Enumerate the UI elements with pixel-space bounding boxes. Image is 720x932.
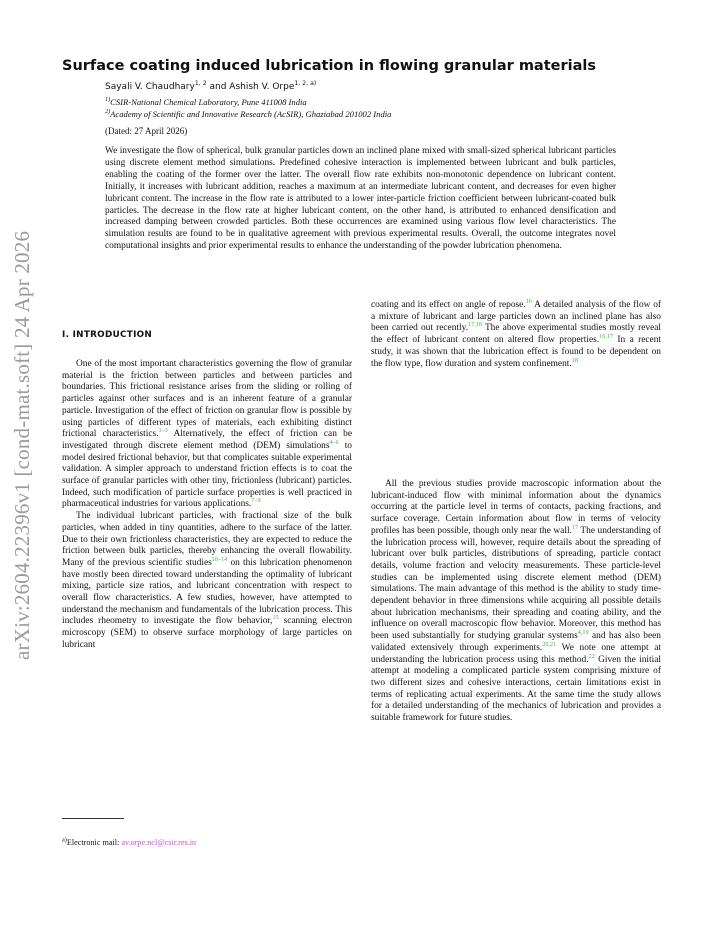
citation[interactable]: 16 — [525, 297, 532, 305]
citation[interactable]: 4,19 — [577, 629, 589, 637]
citation[interactable]: 22 — [588, 652, 595, 660]
dated-line: (Dated: 27 April 2026) — [105, 126, 188, 136]
intro-paragraph-3 — [371, 297, 661, 370]
citation[interactable]: 20,21 — [542, 640, 557, 648]
intro-paragraph-2 — [62, 511, 352, 651]
citation[interactable]: 10–14 — [211, 555, 228, 563]
text-run: The understanding of the lubrication process will, however, require details about the spreading of lubricant over bulk particles, distributions of spreading, particle contact details, volume fraction and velocity measurements. These particle-level studies can be implemented using discrete element method (DEM) simulations. The main advantage of this method is the ability to study time-dependent behavior in three dimensions while acquiring all possible details about lubrication mechanisms, their spreading and coating ability, and the influence on overall macroscopic flow behavior. Moreover, this method has been used substantially for studying granular systems — [371, 525, 661, 642]
author-1: Sayali V. Chaudhary — [105, 82, 195, 92]
text-run: One of the most important characteristics governing the flow of granular material is the friction between particles and between particles and boundaries. This frictional resistance arises from the sliding or rolling of particles against other surfaces and is an inherent feature of a granular particle. Investigation of the effect of friction on granular flow is possible by using particles of different types of materials, each exhibiting distinct frictional characteristics. — [62, 359, 352, 440]
citation[interactable]: 4–6 — [329, 438, 339, 446]
author-1-affiliation-mark: 1, 2 — [194, 80, 207, 87]
affiliation-2-text: Academy of Scientific and Innovative Research (AcSIR), Ghaziabad 201002 India — [110, 109, 392, 119]
text-run: The individual lubricant particles, with fractional size of the bulk particles, when added in tiny quantities, adhere to the surface of the latter. Due to their own frictionless characteristics, they are expected to reduce the friction between bulk particles, thereby enhancing the overall flowability. Many of the previous scientific studies — [62, 511, 352, 568]
email-link[interactable]: av.orpe.ncl@csir.res.in — [121, 838, 197, 847]
text-run: A detailed analysis of the flow of a mixture of lubricant and large particles down an inclined plane has also been carried out recently. — [371, 300, 661, 334]
affiliation-2-mark: 2) — [105, 108, 111, 116]
citation[interactable]: 15 — [272, 614, 279, 622]
abstract: We investigate the flow of spherical, bulk granular particles down an inclined plane mixed with small-sized spherical lubricant particles using discrete element method simulations. Predefined cohesive interaction is implemented between lubricant and bulk particles, enabling the coating of the former over the latter. The overall flow rate exhibits non-monotonic dependence on lubricant content. Initially, it increases with lubricant addition, reaches a maximum at an intermediate lubricant content, and decreases for even higher lubricant content. The increase in the flow rate is attributed to a lower inter-particle friction coefficient between lubricant-coated bulk particles. The decrease in the flow rate at higher lubricant content, on the other hand, is attributed to enhanced densification and increased damping between crowded particles. Both these occurrences are examined using various flow level characteristics. The simulation results are found to be in qualitative agreement with previous experimental results. Overall, the outcome integrates novel computational insights and prior experimental results to enhance the understanding of the powder lubrication phenomena. — [105, 146, 616, 252]
citation[interactable]: 16,17 — [599, 332, 614, 340]
affiliation-1-text: CSIR-National Chemical Laboratory, Pune 411008 India — [110, 97, 307, 107]
intro-paragraph-1 — [62, 359, 352, 511]
section-heading-introduction: I. INTRODUCTION — [62, 330, 153, 340]
affiliation-1-mark: 1) — [105, 96, 111, 104]
footnote-mark: a) — [62, 836, 67, 844]
text-run: on this lubrication phenomenon have mostly been directed toward understanding the optimality of lubricant mixing, particle size ratios, and lubricant concentration with respect to overall flow characteristics. A few studies, however, have attempted to understand the mechanism and fundamentals of the lubrication process. This includes rheometry to investigate the flow behavior, — [62, 557, 352, 627]
text-run: to model desired frictional behavior, but that complicates suitable experimental validation. A simpler approach to understand friction effects is to coat the surface of granular particles with other tiny, frictionless (lubricant) particles. Indeed, such modification of particle surface properties is well practiced in pharmaceutical industries for various applications. — [62, 440, 352, 510]
text-run: Alternatively, the effect of friction can be investigated through discrete element method (DEM) simulations — [62, 429, 352, 451]
affiliation-1 — [105, 97, 307, 107]
text-run: and has also been validated extensively through experiments. — [371, 631, 661, 653]
citation[interactable]: 18 — [571, 356, 578, 364]
citation[interactable]: 17,18 — [468, 321, 482, 329]
footnote-divider — [62, 818, 124, 819]
author-2: and Ashish V. Orpe — [206, 82, 295, 92]
intro-paragraph-4 — [371, 479, 661, 725]
footnote — [62, 838, 196, 847]
citation[interactable]: 17 — [571, 523, 579, 531]
citation[interactable]: 7–9 — [251, 497, 261, 505]
text-run: The above experimental studies mostly reveal the effect of lubricant content on altered flow properties. — [371, 323, 661, 346]
text-run: All the previous studies provide macroscopic information about the lubricant-induced flow with minimal information about the dynamics occurring at the particle level in terms of contacts, packing fractions, and surface coverage. Certain information about flow in terms of velocity profiles has been possible, though only near the wall. — [371, 479, 661, 536]
right-column-top — [371, 297, 661, 370]
text-run: We note one attempt at understanding the lubrication process using this method. — [371, 642, 661, 665]
arxiv-identifier: arXiv:2604.22396v1 [cond-mat.soft] 24 Apr 2026 — [10, 230, 34, 660]
text-run: In a recent study, it was shown that the lubrication effect is found to be dependent on the flow type, flow duration and system confinement. — [371, 335, 661, 369]
left-column — [62, 359, 352, 652]
text-run: Given the initial attempt at modeling a complicated particle system comprising mixture of two different sizes and cohesive interactions, certain limitations exist in terms of replicating actual experiments. At the same time the study allows for a detailed understanding of the mechanics of lubrication and provides a suitable framework for future studies. — [371, 654, 661, 724]
footnote-label: Electronic mail: — [66, 838, 122, 847]
right-column-bottom — [371, 479, 661, 725]
author-list — [105, 82, 316, 92]
affiliation-2 — [105, 109, 391, 119]
text-run: coating and its effect on angle of repose. — [371, 300, 526, 310]
paper-title: Surface coating induced lubrication in flowing granular materials — [62, 58, 596, 74]
author-2-affiliation-mark[interactable]: 1, 2, a) — [294, 80, 317, 87]
citation[interactable]: 1–3 — [158, 427, 168, 435]
text-run: scanning electron microscopy (SEM) to observe surface morphology of large particles on lubricant — [62, 616, 353, 650]
